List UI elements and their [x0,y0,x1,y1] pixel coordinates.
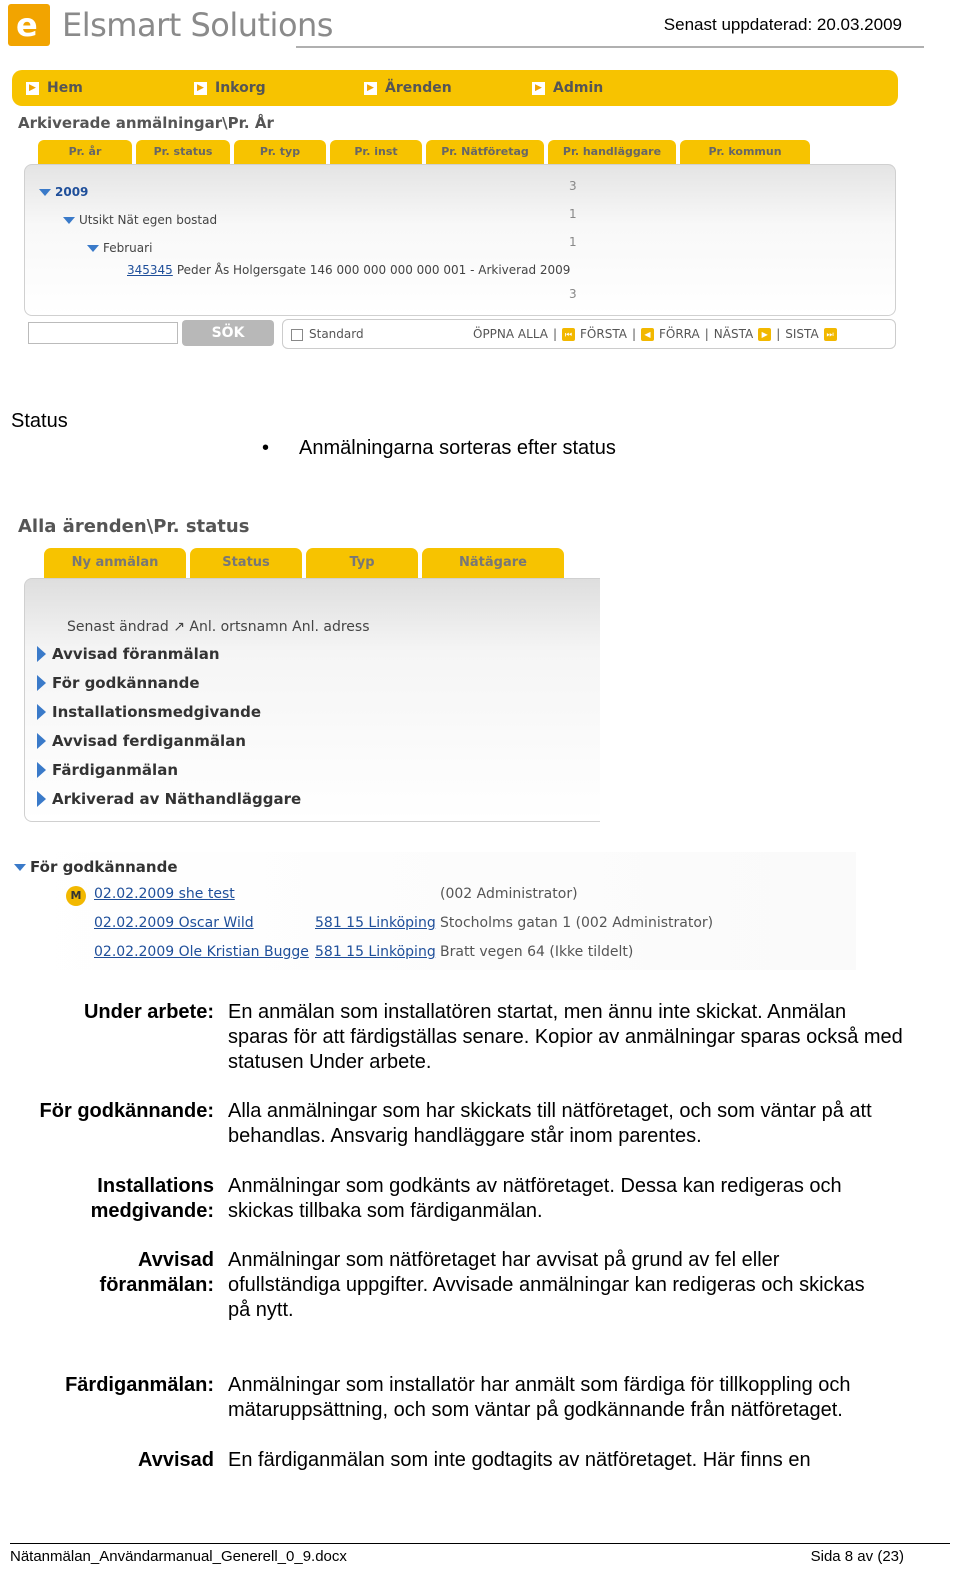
expand-icon [37,704,46,720]
expand-icon [39,189,51,196]
definition-text: Alla anmälningar som har skickats till nätföretaget, och som väntar på att behandlas. Ansvarig handläggare står inom parentes. [228,1100,872,1147]
play-icon: ▶ [532,82,545,95]
tab-typ[interactable]: Typ [306,548,418,578]
entry-detail: Bratt vegen 64 (Ikke tildelt) [440,944,634,960]
first-page-icon[interactable]: ⏮ [562,328,575,341]
entry-link[interactable]: 02.02.2009 Oscar Wild [94,915,254,931]
breadcrumb: Alla ärenden\Pr. status [18,516,250,537]
next-page-icon[interactable]: ▶ [758,328,771,341]
tree-node-type[interactable]: Utsikt Nät egen bostad [63,213,217,227]
archived-notifications-screenshot [12,70,902,355]
header-divider [296,46,924,48]
group-for-godkannande[interactable]: För godkännande [14,858,178,876]
tab-natagare[interactable]: Nätägare [422,548,564,578]
section-title: Status [11,410,68,432]
definition-term: Avvisad [138,1449,214,1471]
definition-term: Installations medgivande: [90,1175,214,1222]
tab-ny-anmalan[interactable]: Ny anmälan [44,548,186,578]
document-header [0,0,960,52]
tab-pr-inst[interactable]: Pr. inst [330,140,422,164]
definition-term: Färdiganmälan: [65,1374,214,1396]
expand-icon [63,217,75,224]
search-input[interactable] [28,322,178,344]
definition-text: En anmälan som installatören startat, men ännu inte skickat. Anmälan sparas för att färdigställas senare. Kopior av anmälningar sparas också med statusen Under arbete. [228,1001,903,1073]
expand-icon [37,646,46,662]
definition-term: Avvisad föranmälan: [99,1249,214,1296]
tab-pr-natforetag[interactable]: Pr. Nätföretag [426,140,544,164]
expand-icon [37,733,46,749]
nav-hem[interactable]: ▶ Hem [26,80,83,96]
entry-link[interactable]: 02.02.2009 she test [94,886,235,902]
main-nav [12,70,898,106]
company-logo-name: Elsmart Solutions [62,6,333,44]
approval-list-screenshot [10,852,856,970]
definition-term: För godkännande: [39,1100,214,1122]
count-type: 1 [569,207,577,221]
tree-node-year[interactable]: 2009 [39,185,88,199]
tree-node-month[interactable]: Februari [87,241,152,255]
last-link[interactable]: SISTA [785,327,819,341]
prev-link[interactable]: FÖRRA [659,327,700,341]
entry-postal: 581 15 Linköping [315,944,436,960]
definition-text: En färdiganmälan som inte godtagits av nätföretaget. Här finns en [228,1449,811,1471]
record-id-link[interactable]: 345345 [127,263,173,277]
status-view-screenshot [10,508,600,824]
tree-record: 345345 Peder Ås Holgersgate 146 000 000 000 000 001 - Arkiverad 2009 [127,263,571,277]
entry-link[interactable]: 02.02.2009 Ole Kristian Bugge [94,944,309,960]
footer-divider [10,1543,950,1544]
first-link[interactable]: FÖRSTA [580,327,627,341]
expand-icon [87,245,99,252]
status-avvisad-foranmalan[interactable]: Avvisad föranmälan [37,645,220,663]
entry-detail: Stocholms gatan 1 (002 Administrator) [440,915,714,931]
status-for-godkannande[interactable]: För godkännande [37,674,200,692]
nav-arenden[interactable]: ▶ Ärenden [364,80,452,96]
footer-filename: Nätanmälan_Användarmanual_Generell_0_9.docx [10,1548,347,1565]
play-icon: ▶ [364,82,377,95]
list-item [94,886,235,902]
tab-status[interactable]: Status [190,548,302,578]
next-link[interactable]: NÄSTA [713,327,754,341]
tab-pr-ar[interactable]: Pr. år [38,140,132,164]
list-item [94,915,254,931]
entry-detail: (002 Administrator) [440,886,578,902]
marked-badge-icon: M [66,886,86,906]
tab-pr-handlaggare[interactable]: Pr. handläggare [548,140,676,164]
expand-icon [37,791,46,807]
prev-page-icon[interactable]: ◀ [641,328,654,341]
count-month: 1 [569,235,577,249]
play-icon: ▶ [26,82,39,95]
open-all-link[interactable]: ÖPPNA ALLA [473,327,548,341]
last-updated: Senast uppdaterad: 20.03.2009 [663,15,902,34]
expand-icon [37,762,46,778]
nav-admin[interactable]: ▶ Admin [532,80,603,96]
status-arkiverad[interactable]: Arkiverad av Näthandläggare [37,790,301,808]
definition-term: Under arbete: [83,1001,214,1023]
definition-text: Anmälningar som installatör har anmält som färdiga för tillkoppling och mätaruppsättning, och som väntar på godkännande från nätföretaget. [228,1374,851,1421]
definition-text: Anmälningar som godkänts av nätföretaget. Dessa kan redigeras och skickas tillbaka som färdiganmälan. [228,1175,842,1222]
last-page-icon[interactable]: ⏭ [824,328,837,341]
search-button[interactable]: SÖK [182,320,274,346]
play-icon: ▶ [194,82,207,95]
expand-icon [37,675,46,691]
logo-icon: e [8,4,50,46]
standard-checkbox[interactable] [291,329,303,341]
list-item [94,944,309,960]
search-toolbar [24,316,896,352]
count-year: 3 [569,179,577,193]
archive-tree-panel [24,164,896,316]
pager-bar [282,319,896,349]
status-fardiganmalan[interactable]: Färdiganmälan [37,761,178,779]
footer-page-number: Sida 8 av (23) [810,1548,904,1565]
bullet-text: Anmälningarna sorteras efter status [299,437,616,459]
count-total: 3 [569,287,577,301]
column-headers[interactable]: Senast ändrad ↗ Anl. ortsnamn Anl. adress [67,619,370,635]
status-list-panel [24,578,600,822]
breadcrumb: Arkiverade anmälningar\Pr. År [18,114,274,132]
bullet-icon: • [262,437,270,459]
standard-label: Standard [309,327,364,341]
definition-text: Anmälningar som nätföretaget har avvisat på grund av fel eller ofullständiga uppgifter. Avvisade anmälningar kan redigeras och skickas på nytt. [228,1249,865,1321]
entry-postal: 581 15 Linköping [315,915,436,931]
nav-inkorg[interactable]: ▶ Inkorg [194,80,266,96]
expand-icon [14,864,26,871]
tab-pr-kommun[interactable]: Pr. kommun [680,140,810,164]
pagination: ÖPPNA ALLA | ⏮ FÖRSTA | ◀ FÖRRA | NÄSTA ▶ | SISTA ⏭ [473,327,837,341]
tab-pr-status[interactable]: Pr. status [136,140,230,164]
status-avvisad-ferdiganmalan[interactable]: Avvisad ferdiganmälan [37,732,246,750]
status-installationsmedgivande[interactable]: Installationsmedgivande [37,703,261,721]
tab-pr-typ[interactable]: Pr. typ [234,140,326,164]
